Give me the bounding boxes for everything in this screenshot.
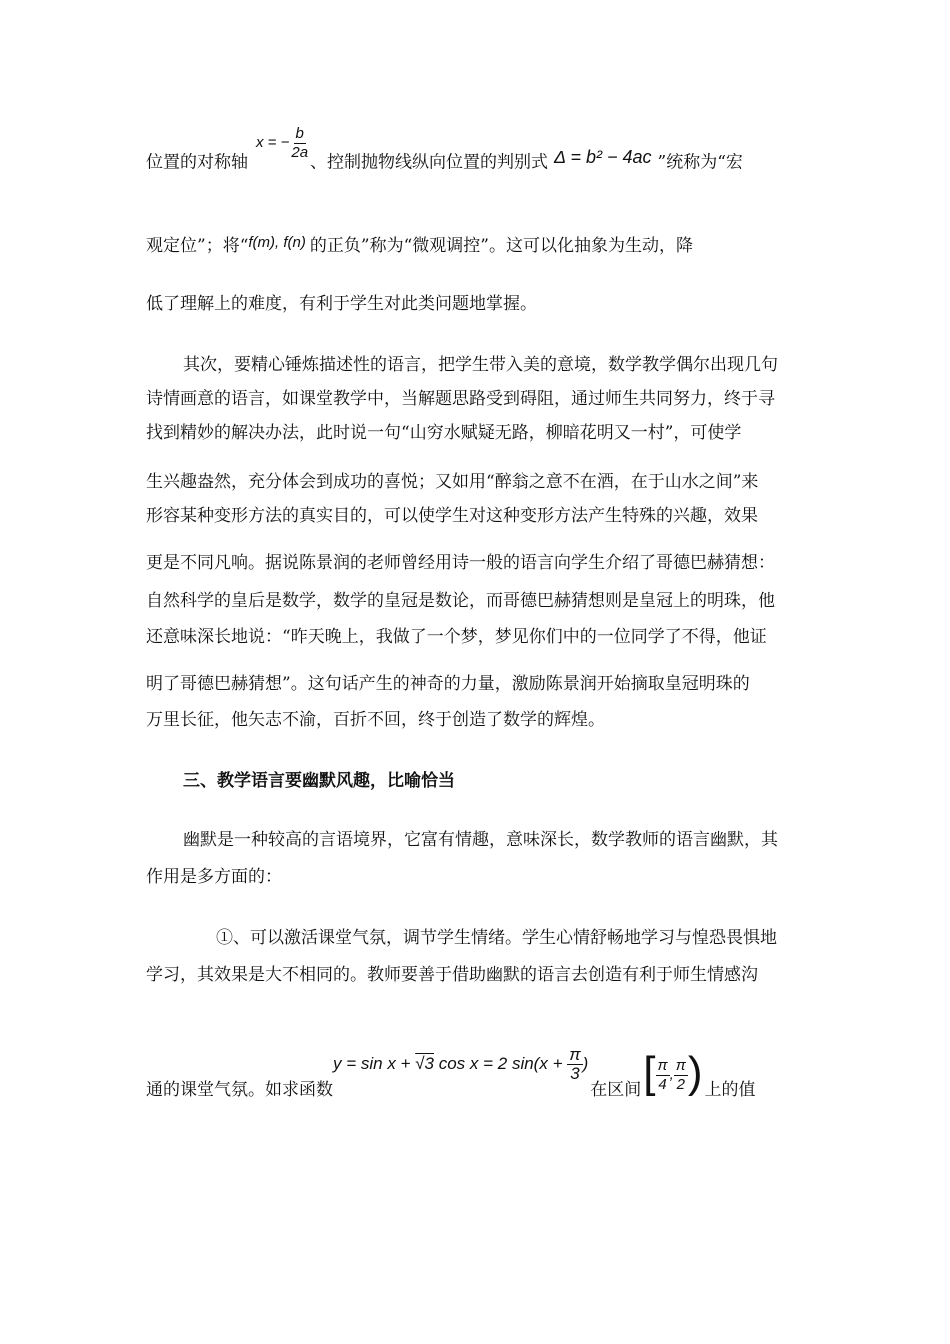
- text-line: 更是不同凡响。据说陈景润的老师曾经用诗一般的语言向学生介绍了哥德巴赫猜想：: [146, 553, 775, 573]
- text-line: 生兴趣盎然，充分体会到成功的喜悦；又如用“醉翁之意不在酒，在于山水之间”来: [146, 472, 759, 492]
- text-segment: 观定位”；将“: [146, 236, 249, 256]
- text-line: 自然科学的皇后是数学，数学的皇冠是数论，而哥德巴赫猜想则是皇冠上的明珠，他: [146, 591, 775, 611]
- text-line: 万里长征，他矢志不渝，百折不回，终于创造了数学的辉煌。: [146, 710, 605, 730]
- text-segment: 上的值: [704, 1079, 756, 1100]
- text-line: 还意味深长地说：“昨天晚上，我做了一个梦，梦见你们中的一位同学了不得，他证: [146, 627, 767, 647]
- text-line: 其次，要精心锤炼描述性的语言，把学生带入美的意境，数学教学偶尔出现几句: [183, 355, 778, 375]
- text-line: 找到精妙的解决办法，此时说一句“山穷水赋疑无路，柳暗花明又一村”，可使学: [146, 423, 742, 443]
- axis-formula: x = − $\frac{b}{2a}$: [256, 125, 309, 161]
- text-segment: 通的课堂气氛。如求函数: [146, 1079, 333, 1100]
- discriminant-formula: Δ = b² − 4ac: [554, 147, 652, 168]
- function-formula: y = sin x + √3 cos x = 2 sin(x + $\frac{\pi}{3}$ ): [333, 1045, 589, 1083]
- section-heading: 三、教学语言要幽默风趣，比喻恰当: [183, 771, 455, 791]
- text-segment: 的正负”称为“微观调控”。这可以化抽象为生动，降: [309, 236, 693, 256]
- text-line: [146, 1045, 756, 1110]
- text-line: [146, 234, 693, 259]
- text-segment: 、控制抛物线纵向位置的判别式: [310, 152, 549, 173]
- text-line: [146, 125, 743, 182]
- text-segment: 在区间: [590, 1079, 642, 1100]
- text-line: 作用是多方面的：: [146, 867, 282, 887]
- fm-fn-formula: f(m), f(n): [248, 234, 306, 251]
- text-line: ①、可以激活课堂气氛，调节学生情绪。学生心情舒畅地学习与惶恐畏惧地: [216, 928, 777, 948]
- text-line: 形容某种变形方法的真实目的，可以使学生对这种变形方法产生特殊的兴趣，效果: [146, 506, 758, 526]
- text-segment: ”统称为“宏: [657, 152, 743, 173]
- text-line: 诗情画意的语言，如课堂教学中，当解题思路受到碍阻，通过师生共同努力，终于寻: [146, 389, 775, 409]
- text-segment: 位置的对称轴: [146, 152, 248, 173]
- text-line: 幽默是一种较高的言语境界，它富有情趣，意味深长，数学教师的语言幽默，其: [183, 830, 778, 850]
- interval-formula: [ $\frac{\pi}{4}$ , $\frac{\pi}{2}$ ): [643, 1048, 703, 1098]
- text-line: 明了哥德巴赫猜想”。这句话产生的神奇的力量，激励陈景润开始摘取皇冠明珠的: [146, 674, 750, 694]
- text-line: 低了理解上的难度，有利于学生对此类问题地掌握。: [146, 294, 537, 314]
- text-line: 学习，其效果是大不相同的。教师要善于借助幽默的语言去创造有利于师生情感沟: [146, 965, 758, 985]
